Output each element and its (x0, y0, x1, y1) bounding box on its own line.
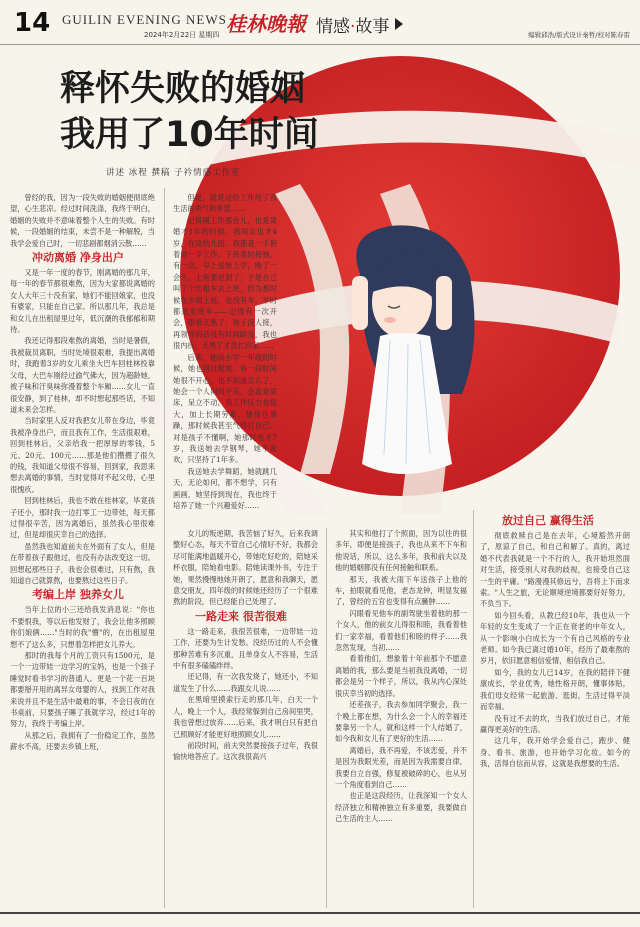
column-3 (335, 528, 467, 910)
subheading: 一路走来 很苦很难 (195, 609, 287, 623)
paragraph: 回到桂林后，我也不敢在桂林家，毕竟孩子还小，那时我一边打零工一边带娃，每天都过得很辛苦，因为离婚后，虽然我心里很难过，但是却很庆幸自己的选择。 (10, 496, 155, 540)
newspaper-logo: 桂林晚報 (226, 12, 306, 36)
column-divider (326, 528, 327, 908)
article-byline: 讲述 冰程 撰稿 子衿情感工作室 (106, 168, 241, 178)
paragraph: 闪眼看见他车的副驾驶坐着他的那一个女人，他的前女儿得很和睦，我看着他们一家幸福，看着他们和睦的样子……我忽然发现，当初…… (335, 608, 467, 653)
paragraph: 这几年，我开始学会爱自己，跑步、健身、看书、旅游，也开始学习化妆。如今的我，活得自信而从容，这就是我想要的生活。 (480, 736, 630, 769)
paragraph: 如今回头看，从教已经10年，我也从一个年轻的女生变成了一个正在衰老的中年女人，从一个影响小白成长为一个有自己风格的专业老师。如今我已离过婚10年，经历了最难熬的岁月，依旧愿意相信爱情，相信我自己。 (480, 610, 630, 666)
paragraph: 我送她去学舞蹈，她就跳几天，无论如何，都不想学，只有画画，她坚持到现在，我也终于培养了她一个兴趣爱好…… (173, 466, 277, 510)
page-number: 14 (14, 8, 51, 38)
paragraph: 没有过不去的坎，当我们放过自己，才能赢得更美好的生活。 (480, 713, 630, 734)
article-headline (60, 66, 319, 158)
paragraph: 看着他们，想象着十年前那个不愿意离婚的我，那么要是当初我没离婚，一切都会是另一个样子，所以，我从内心深处很庆幸当初的选择。 (335, 654, 467, 698)
bottom-rule (0, 912, 640, 914)
column-divider (164, 188, 165, 908)
section-title (316, 12, 389, 37)
paragraph: 女儿的叛逆期，我苦恼了好久，后来我调整好心态，每天不管自己心情好不好，我都会尽可能满地温暖开心，带她吃好吃的，陪她采杯衣服，陪她看电影。陪她读课外书，专注于她，果然慢慢地她开朗了，愿意和我聊天，愿意交朋友，四年级的时候她还经历了一个很难熬的阶段，但已经能自己处理了。 (173, 529, 318, 607)
paragraph: 彻底救赎自己是在去年，心境豁然开朗了，原谅了自己，和自己和解了。真的，离过婚不代表我就是一个不行的人，我开始坦然面对生活，接受别人对我的歧视，也接受自己这一生的平庸。"路漫漫其修远兮，吾将上下而求索。"人生之旅，无论顺境逆境都要好好努力，不负当下。 (480, 531, 630, 609)
paragraph: 虽然我也知道前夫在外面有了女人，但是在带着孩子跟他过，也没有办法改变这一切。回想起那些日子，我也会很难过，只有熬，我知道自己就算熬，也要熬过这些日子。 (10, 541, 155, 585)
paragraph: 前段时间，前夫突然要接孩子过年，我很愉快地答应了。这次我很高兴 (173, 740, 318, 762)
paragraph: 我还记得那段难熬的离婚，当时是暑假，我被裁员离职，当时处境很艰难，我提出离婚时，我跑着3岁的女儿乘坐大巴车回桂林投靠父母，大巴车刚经过渝气佛大，因为超龄她，被子味和汗臭味弥漫着整个车厢……女儿一直很安静，到了桂林，却不时想起那些话，不知道未来会怎样。 (10, 336, 155, 414)
paragraph: 还记得，有一次我发烧了，她还小，不知道发生了什么……我跟女儿说…… (173, 672, 318, 693)
paper-name: GUILIN EVENING NEWS (62, 12, 227, 27)
column-4 (480, 512, 630, 910)
paragraph: 记得刚工作那会儿，也是离婚才1年的时候。我闺女也才4岁，在读幼儿园。我都是一手抱着娃一手工作。下班准时接她，有一次，早上送她上学，晚了一会儿，上班要迟到了，于是自己叫了个出租车去上班，因为那时候在乡镇上班，也没有车，平时都是坐班车——记得有一次开会，眼看天黑了，孩子没人接，再领导问话没有时间顾及，我也很内疚，天黑了才急忙回家…… (173, 215, 277, 351)
paragraph: 曾经的我，因为一段失败的婚姻便彻底绝望，心生悲凉。经过时间洗涤，我终于明白，婚姻的失败并不意味着整个人生的失败。有时候，一段婚姻的结束，未尝不是一种解脱，当我学会爱自己时，一切悲剧都烟消云散…… (10, 193, 155, 248)
paragraph: 从那之后，我拥有了一份稳定工作，虽然薪水不高，还要去乡镇上班， (10, 730, 155, 752)
column-1 (10, 192, 155, 910)
headline-line-2: 我用了10年时间 (60, 115, 319, 155)
paragraph: 当时家里人反对我把女儿带在身边，毕竟我被净身出户，而且我有工作，生活很艰难，回到桂林后，父亲给我一把厚厚的零钱，5元、20元、100元……那是他们攒攒了很久的钱，我知道父母很不容易，回到家，我思来想去离婚的事情，当时觉得对不起父母，心里很愧疚。 (10, 416, 155, 494)
section-arrow-icon (395, 18, 403, 30)
paragraph: 当年上位的小三还给我发消息说："你也不要恨我，等以后他发财了，我会让他多照顾你们娘俩……"当时的我"懵"的，在出租屋里想不了这么多，只想着怎样把女儿养大。 (10, 605, 155, 649)
paragraph: 后来，她读小学一年级的时候，她也得过喉咙。有一段时间她很不开心，也不知道怎么了，她会一个人闷闷不乐，会喜欢尿床，呆立不动，我工作压力也很大，加上长期劳累，情绪也暴躁，那时候我甚至气得打自己，对是孩子不懂啊，她那时也才7岁，我送她去学钢琴，她不喜欢，只坚持了1年多。 (173, 352, 277, 465)
paragraph: 如今，我的女儿已14岁，在我的陪伴下健康成长，学业优秀，她性格开朗，懂事体贴，我们母女经常一起旅游、逛街，生活过得平淡而幸福。 (480, 667, 630, 712)
paragraph: 这一路走来，我很苦很难，一边带娃一边工作，还要为生计发愁。没经历过的人不会懂那种苦难有多沉重，且单身女人不容易，生活中有很多磕磕绊绊。 (173, 626, 318, 671)
paragraph: 离婚后，我不再爱，不该恋爱，并不是因为我眼光差，而是因为我需要自律，我要自立自强，修复被破碎的心，也从另一个角度看到自己…… (335, 745, 467, 789)
paragraph: 那天，我被大雨下车送孩子上他的车，拍眼就看见他，老态龙钟，明显发福了，曾经的五官也变得有点臃肿…… (335, 574, 467, 607)
paragraph: 还差孩子，我去参加同学聚会，我一个晚上都在想，为什么会一个人的幸福还要靠另一个人，就和这样一个人结婚了，如今我和女儿有了更好的生活…… (335, 700, 467, 744)
headline-line-1: 释怀失败的婚姻 (60, 69, 306, 109)
section-main: 情感 (316, 17, 350, 37)
subheading: 考编上岸 独养女儿 (32, 588, 124, 602)
subheading: 冲动离婚 净身出户 (32, 251, 124, 265)
masthead (0, 0, 640, 45)
paragraph: 其实和他打了个照面，因为以往的很多年，即便是接孩子，我也从来不下车和他说话，所以，这么多年，我和前夫以及他的婚姻都没有任何接触和联系。 (335, 529, 467, 573)
column-divider (473, 510, 474, 908)
issue-date: 2024年2月22日 星期四 (144, 31, 220, 39)
paragraph: 也正是这段经历，让我深知一个女人经济独立和精神独立有多重要，我要做自己生活的主人…… (335, 791, 467, 824)
paragraph: 在黑暗里摸索行走的那几年，白天一个人，晚上一个人，我经常躲到自己房间里哭，我也曾想过放弃……后来，我才明白只有把自己照顾好才能更好地照顾女儿…… (173, 695, 318, 739)
subheading: 放过自己 赢得生活 (502, 514, 594, 527)
section-sub: 故事 (355, 17, 390, 37)
paragraph: 但是，就是这份工作给了我生活的勇气和希望…… (173, 193, 277, 214)
editor-credits: 编辑邱浩/版式设计秦哲/校对陈春雷 (528, 31, 630, 39)
paragraph: 那时的我每个月的工资只有1500元，是一个一边带娃一边学习的宝妈，也是一个孩子睡觉时看书学习的普通人。更是一个花一百块都要掰开用的离异女母婴的人，找到工作对我来说并且不是生活中最难的事，不会日夜的在书桌前，只要孩子睡了我就学习，经过1年的努力，我终于考编上岸。 (10, 651, 155, 729)
section-separator: · (350, 17, 356, 37)
column-2-lower (173, 528, 318, 910)
column-2-upper (173, 192, 277, 528)
paragraph: 又是一年一度的春节，刚离婚的那几年，每一年的春节都很难熬，因为大家都说离婚的女人大年三十没有家，她们不能回娘家，也没有婆家，只能在自己家。所以那几年，我总是和女儿在出租屋里过年，低沉潮的我郁郁和期待。 (10, 268, 155, 335)
